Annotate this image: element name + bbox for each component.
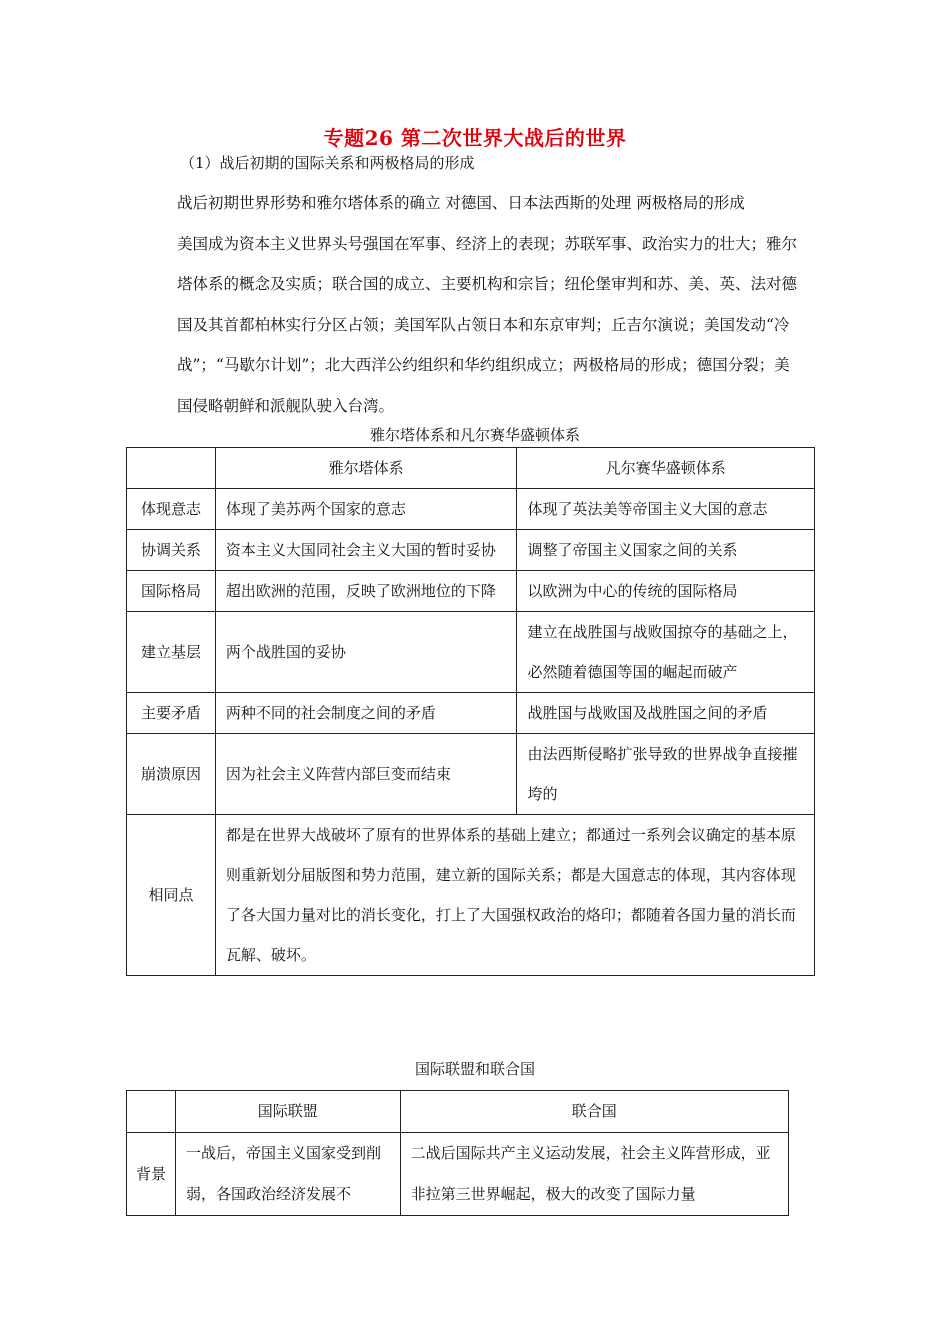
- col-header-un: 联合国: [400, 1091, 788, 1133]
- table-header-row: [127, 1091, 789, 1133]
- common-cell: 都是在世界大战破坏了原有的世界体系的基础上建立；都通过一系列会议确定的基本原则重新划分届版图和势力范围，建立新的国际关系；都是大国意志的体现，其内容体现了各大国力量对比的消长变化，打上了大国强权政治的烙印；都随着各国力量的消长而瓦解、破坏。: [215, 815, 814, 976]
- table-row: [127, 734, 815, 815]
- corner-cell: [127, 1091, 176, 1133]
- versailles-cell: 以欧洲为中心的传统的国际格局: [517, 571, 815, 612]
- yalta-versailles-table: [126, 447, 815, 976]
- table-row: [127, 571, 815, 612]
- row-label: 国际格局: [127, 571, 216, 612]
- versailles-cell: 由法西斯侵略扩张导致的世界战争直接摧垮的: [517, 734, 815, 815]
- section-subheading: （1）战后初期的国际关系和两极格局的形成: [180, 154, 475, 172]
- table-row: [127, 530, 815, 571]
- versailles-cell: 战胜国与战败国及战胜国之间的矛盾: [517, 693, 815, 734]
- row-label: 协调关系: [127, 530, 216, 571]
- yalta-cell: 超出欧洲的范围，反映了欧洲地位的下降: [215, 571, 517, 612]
- intro-paragraph: [145, 183, 805, 426]
- table-row: [127, 693, 815, 734]
- versailles-cell: 调整了帝国主义国家之间的关系: [517, 530, 815, 571]
- table-row: [127, 612, 815, 693]
- yalta-cell: 体现了美苏两个国家的意志: [215, 489, 517, 530]
- league-cell: 一战后，帝国主义国家受到削弱，各国政治经济发展不: [175, 1133, 400, 1216]
- row-label: 体现意志: [127, 489, 216, 530]
- yalta-cell: 两种不同的社会制度之间的矛盾: [215, 693, 517, 734]
- table-row: [127, 489, 815, 530]
- intro-line: 战后初期世界形势和雅尔塔体系的确立 对德国、日本法西斯的处理 两极格局的形成: [177, 194, 745, 212]
- versailles-cell: 建立在战胜国与战败国掠夺的基础之上，必然随着德国等国的崛起而破产: [517, 612, 815, 693]
- yalta-cell: 资本主义大国同社会主义大国的暂时妥协: [215, 530, 517, 571]
- body-text: 美国成为资本主义世界头号强国在军事、经济上的表现；苏联军事、政治实力的壮大；雅尔塔体系的概念及实质；联合国的成立、主要机构和宗旨；纽伦堡审判和苏、美、英、法对德国及其首都柏林实行分区占领；美国军队占领日本和东京审判；丘吉尔演说；美国发动“冷战”；“马歇尔计划”；北大西洋公约组织和华约组织成立；两极格局的形成；德国分裂；美国侵略朝鲜和派舰队驶入台湾。: [177, 234, 798, 415]
- yalta-cell: 两个战胜国的妥协: [215, 612, 517, 693]
- col-header-versailles: 凡尔赛华盛顿体系: [517, 448, 815, 489]
- col-header-league: 国际联盟: [175, 1091, 400, 1133]
- table1-caption: 雅尔塔体系和凡尔赛华盛顿体系: [369, 426, 580, 444]
- document-title: 专题26 第二次世界大战后的世界: [323, 126, 627, 150]
- row-label: 主要矛盾: [127, 693, 216, 734]
- corner-cell: [127, 448, 216, 489]
- league-un-table: [126, 1090, 789, 1216]
- un-cell: 二战后国际共产主义运动发展，社会主义阵营形成，亚非拉第三世界崛起，极大的改变了国际力量: [400, 1133, 788, 1216]
- row-label: 崩溃原因: [127, 734, 216, 815]
- table-header-row: [127, 448, 815, 489]
- table2-caption: 国际联盟和联合国: [414, 1060, 535, 1078]
- table-row: [127, 1133, 789, 1216]
- yalta-cell: 因为社会主义阵营内部巨变而结束: [215, 734, 517, 815]
- row-label: 建立基层: [127, 612, 216, 693]
- versailles-cell: 体现了英法美等帝国主义大国的意志: [517, 489, 815, 530]
- row-label: 相同点: [127, 815, 216, 976]
- table-row-common: [127, 815, 815, 976]
- col-header-yalta: 雅尔塔体系: [215, 448, 517, 489]
- row-label: 背景: [127, 1133, 176, 1216]
